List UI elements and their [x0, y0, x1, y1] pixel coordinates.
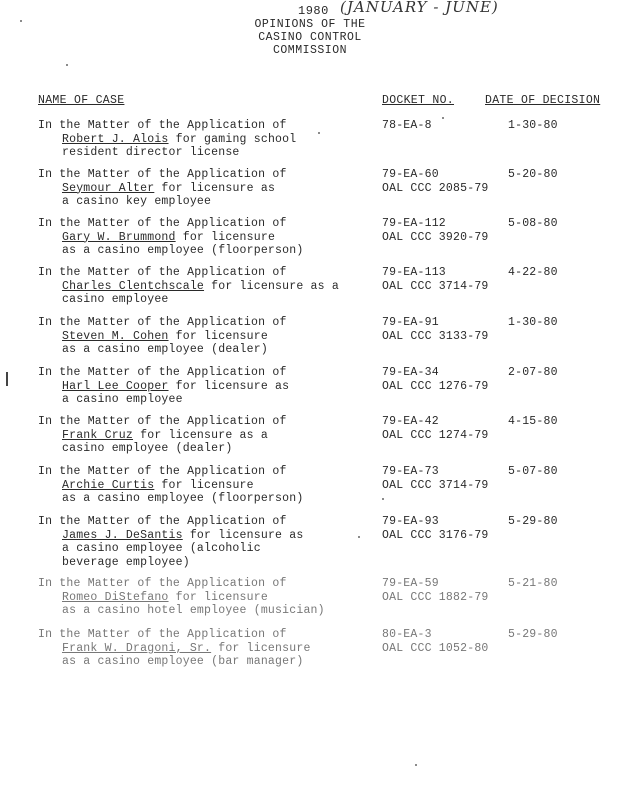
scan-mark [6, 372, 8, 386]
case-suffix: for gaming school [168, 132, 297, 146]
document-title [240, 18, 380, 57]
decision-date: 1-30-80 [508, 316, 558, 329]
docket-number [382, 217, 489, 244]
scan-speck [415, 764, 417, 766]
applicant-name: Frank Cruz [62, 428, 134, 442]
case-suffix: for licensure [175, 230, 276, 244]
docket-number [382, 316, 489, 343]
docket-line: OAL CCC 3714-79 [382, 478, 489, 492]
case-suffix: for licensure as [154, 181, 276, 195]
case-description: as a casino employee (bar manager) [62, 655, 304, 668]
case-description: casino employee (dealer) [62, 442, 233, 455]
decision-date: 4-15-80 [508, 415, 558, 428]
docket-line: OAL CCC 1276-79 [382, 379, 489, 393]
case-description: as a casino employee (dealer) [62, 343, 268, 356]
decision-date: 5-08-80 [508, 217, 558, 230]
applicant-name: James J. DeSantis [62, 528, 183, 542]
docket-line: OAL CCC 1882-79 [382, 590, 489, 604]
case-name-line [38, 591, 378, 605]
case-name-line [38, 479, 378, 493]
document-year: 1980 [298, 4, 329, 18]
docket-number [382, 515, 489, 542]
case-description: as a casino employee (floorperson) [62, 244, 304, 257]
case-prefix: In the Matter of the Application of [38, 217, 287, 230]
scan-speck [20, 20, 22, 22]
case-name [38, 316, 378, 357]
case-name-line [38, 429, 378, 443]
decision-date: 2-07-80 [508, 366, 558, 379]
docket-line: 78-EA-8 [382, 119, 432, 132]
case-prefix: In the Matter of the Application of [38, 168, 287, 181]
title-line: COMMISSION [272, 44, 347, 57]
applicant-name: Gary W. Brummond [62, 230, 176, 244]
case-name-line [38, 231, 378, 245]
case-name-line [38, 380, 378, 394]
case-suffix: for licensure as a [133, 428, 268, 442]
docket-line: OAL CCC 2085-79 [382, 181, 489, 195]
case-name [38, 217, 378, 258]
docket-line: 79-EA-34 [382, 366, 439, 379]
applicant-name: Robert J. Alois [62, 132, 169, 146]
decision-date: 5-21-80 [508, 577, 558, 590]
docket-line: 79-EA-42 [382, 415, 439, 428]
applicant-name: Harl Lee Cooper [62, 379, 169, 393]
case-name [38, 628, 378, 669]
case-description: beverage employee) [62, 555, 190, 569]
applicant-name: Archie Curtis [62, 478, 155, 492]
decision-date: 4-22-80 [508, 266, 558, 279]
case-prefix: In the Matter of the Application of [38, 119, 287, 132]
case-suffix: for licensure [168, 329, 268, 343]
docket-number [382, 465, 489, 492]
docket-line: 80-EA-3 [382, 628, 432, 641]
case-name [38, 168, 378, 209]
case-prefix: In the Matter of the Application of [38, 415, 287, 428]
decision-date: 5-07-80 [508, 465, 558, 478]
scan-speck [66, 64, 68, 66]
docket-number [382, 366, 489, 393]
case-suffix: for licensure [154, 478, 254, 492]
case-name-line [38, 133, 378, 147]
case-suffix: for licensure as [168, 379, 290, 393]
case-suffix: for licensure [168, 590, 268, 604]
scan-speck [318, 132, 320, 134]
decision-date: 5-29-80 [508, 515, 558, 528]
docket-number [382, 628, 489, 655]
column-header-name: NAME OF CASE [38, 94, 125, 107]
docket-line: OAL CCC 3714-79 [382, 279, 489, 293]
decision-date: 1-30-80 [508, 119, 558, 132]
title-line: OPINIONS OF THE [254, 18, 366, 31]
docket-line: 79-EA-60 [382, 168, 439, 181]
docket-number [382, 266, 489, 293]
docket-number [382, 415, 489, 442]
handwritten-note: (JANUARY - JUNE) [340, 0, 499, 16]
decision-date: 5-29-80 [508, 628, 558, 641]
docket-line: 79-EA-112 [382, 217, 446, 230]
case-description: resident director license [62, 146, 240, 159]
docket-line: 79-EA-59 [382, 577, 439, 590]
docket-line: 79-EA-93 [382, 515, 439, 528]
case-description: as a casino hotel employee (musician) [62, 604, 325, 617]
docket-line: 79-EA-91 [382, 316, 439, 329]
case-name-line [38, 529, 378, 543]
docket-number [382, 577, 489, 604]
case-name [38, 465, 378, 506]
case-name [38, 415, 378, 456]
docket-line: OAL CCC 3133-79 [382, 329, 489, 343]
title-line: CASINO CONTROL [258, 31, 362, 44]
case-description: casino employee [62, 293, 169, 306]
applicant-name: Romeo DiStefano [62, 590, 169, 604]
case-name [38, 119, 378, 160]
docket-line: OAL CCC 1274-79 [382, 428, 489, 442]
docket-number [382, 119, 432, 133]
case-suffix: for licensure [211, 641, 311, 655]
docket-line: OAL CCC 3920-79 [382, 230, 489, 244]
applicant-name: Steven M. Cohen [62, 329, 169, 343]
scan-speck [442, 117, 444, 119]
column-header-date: DATE OF DECISION [485, 94, 601, 107]
case-name [38, 266, 378, 307]
case-name [38, 515, 378, 569]
case-name-line [38, 182, 378, 196]
case-prefix: In the Matter of the Application of [38, 577, 287, 590]
case-name [38, 366, 378, 407]
decision-date: 5-20-80 [508, 168, 558, 181]
docket-line: OAL CCC 3176-79 [382, 528, 489, 542]
case-suffix: for licensure as [182, 528, 304, 542]
case-name-line [38, 280, 378, 294]
case-description: a casino employee [62, 393, 183, 406]
case-name-line [38, 642, 378, 656]
case-prefix: In the Matter of the Application of [38, 628, 287, 641]
scan-speck [358, 536, 360, 538]
case-name-line [38, 330, 378, 344]
scan-speck [382, 498, 384, 500]
column-header-docket: DOCKET NO. [382, 94, 455, 107]
case-description: as a casino employee (floorperson) [62, 492, 304, 505]
case-prefix: In the Matter of the Application of [38, 316, 287, 329]
case-prefix: In the Matter of the Application of [38, 465, 287, 478]
docket-line: 79-EA-73 [382, 465, 439, 478]
case-prefix: In the Matter of the Application of [38, 366, 287, 379]
docket-line: 79-EA-113 [382, 266, 446, 279]
case-prefix: In the Matter of the Application of [38, 515, 287, 528]
docket-line: OAL CCC 1052-80 [382, 641, 489, 655]
case-prefix: In the Matter of the Application of [38, 266, 287, 279]
applicant-name: Charles Clentchscale [62, 279, 205, 293]
applicant-name: Seymour Alter [62, 181, 155, 195]
docket-number [382, 168, 489, 195]
case-description: a casino employee (alcoholic [62, 542, 261, 555]
case-description: a casino key employee [62, 195, 212, 208]
case-name [38, 577, 378, 618]
applicant-name: Frank W. Dragoni, Sr. [62, 641, 212, 655]
case-suffix: for licensure as a [204, 279, 339, 293]
